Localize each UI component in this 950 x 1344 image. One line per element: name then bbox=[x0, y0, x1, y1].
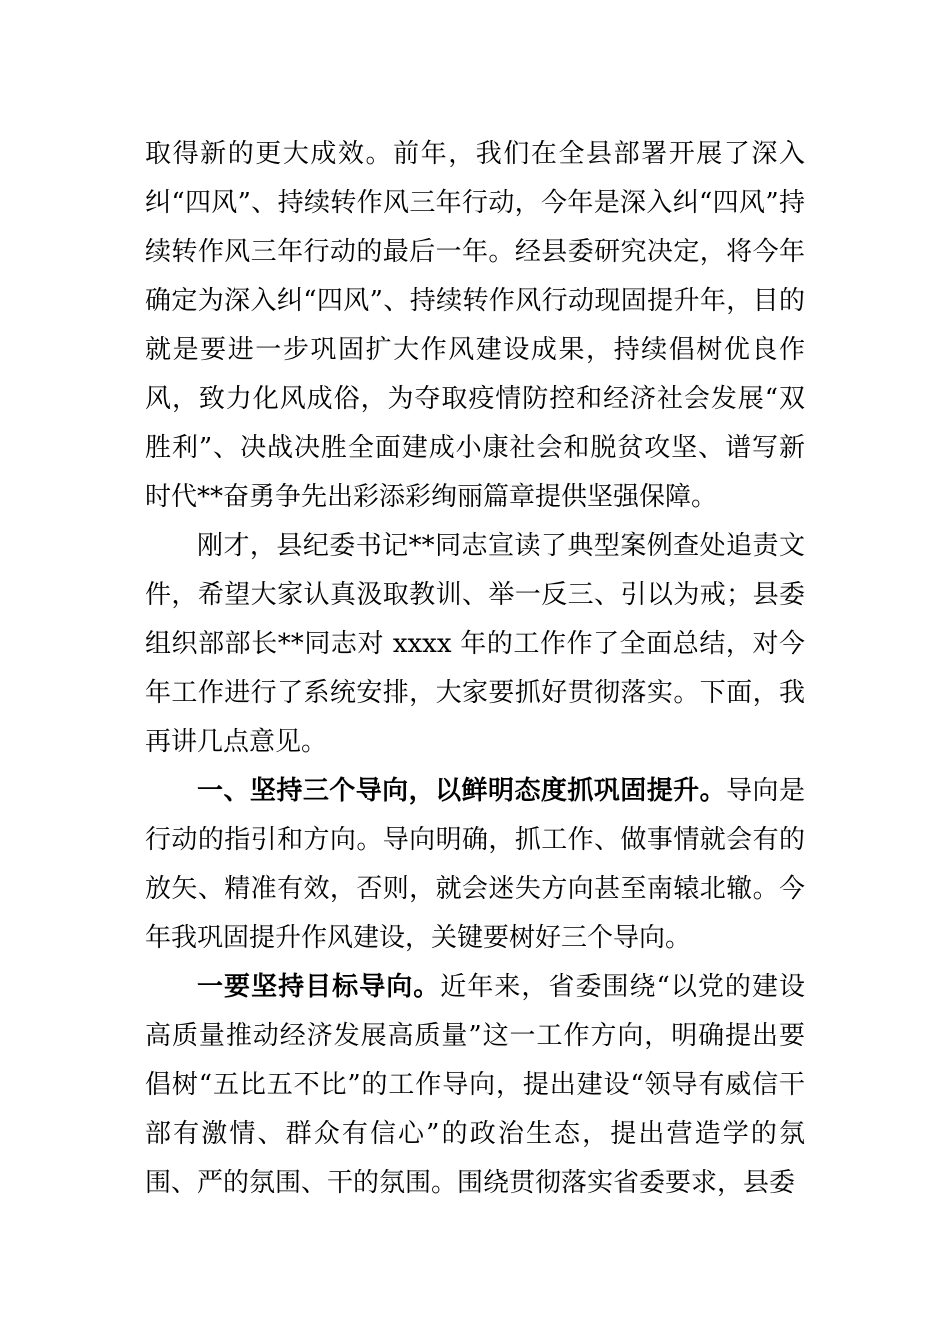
paragraph-4 bbox=[145, 963, 805, 1208]
paragraph-1-text: 取得新的更大成效。前年，我们在全县部署开展了深入纠“四风”、持续转作风三年行动，今年是深入纠“四风”持续转作风三年行动的最后一年。经县委研究决定，将今年确定为深入纠“四风”、持续转作风行动现固提升年，目的就是要进一步巩固扩大作风建设成果，持续倡树优良作风，致力化风成俗，为夺取疫情防控和经济社会发展“双胜利”、决战决胜全面建成小康社会和脱贫攻坚、谱写新时代**奋勇争先出彩添彩绚丽篇章提供坚强保障。 bbox=[145, 139, 805, 512]
subsection-heading-1: 一要坚持目标导向。 bbox=[197, 972, 441, 1002]
paragraph-4-text: 近年来，省委围绕“以党的建设高质量推动经济发展高质量”这一工作方向，明确提出要倡树“五比五不比”的工作导向，提出建设“领导有威信干部有激情、群众有信心”的政治生态，提出营造学的氛围、严的氛围、干的氛围。围绕贯彻落实省委要求，县委 bbox=[145, 972, 805, 1198]
section-heading-1: 一、坚持三个导向，以鲜明态度抓巩固提升。 bbox=[197, 776, 727, 806]
paragraph-2-text: 刚才，县纪委书记**同志宣读了典型案例查处追责文件，希望大家认真汲取教训、举一反三、引以为戒；县委组织部部长**同志对 xxxx 年的工作作了全面总结，对今年工作进行了系统安排，大家要抓好贯彻落实。下面，我再讲几点意见。 bbox=[145, 531, 805, 757]
paragraph-3 bbox=[145, 767, 805, 963]
paragraph-3-text: 导向是行动的指引和方向。导向明确，抓工作、做事情就会有的放矢、精准有效，否则，就会迷失方向甚至南辕北辙。今年我巩固提升作风建设，关键要树好三个导向。 bbox=[145, 776, 805, 953]
paragraph-1 bbox=[145, 130, 805, 522]
paragraph-2 bbox=[145, 522, 805, 767]
document-body bbox=[145, 130, 805, 1208]
